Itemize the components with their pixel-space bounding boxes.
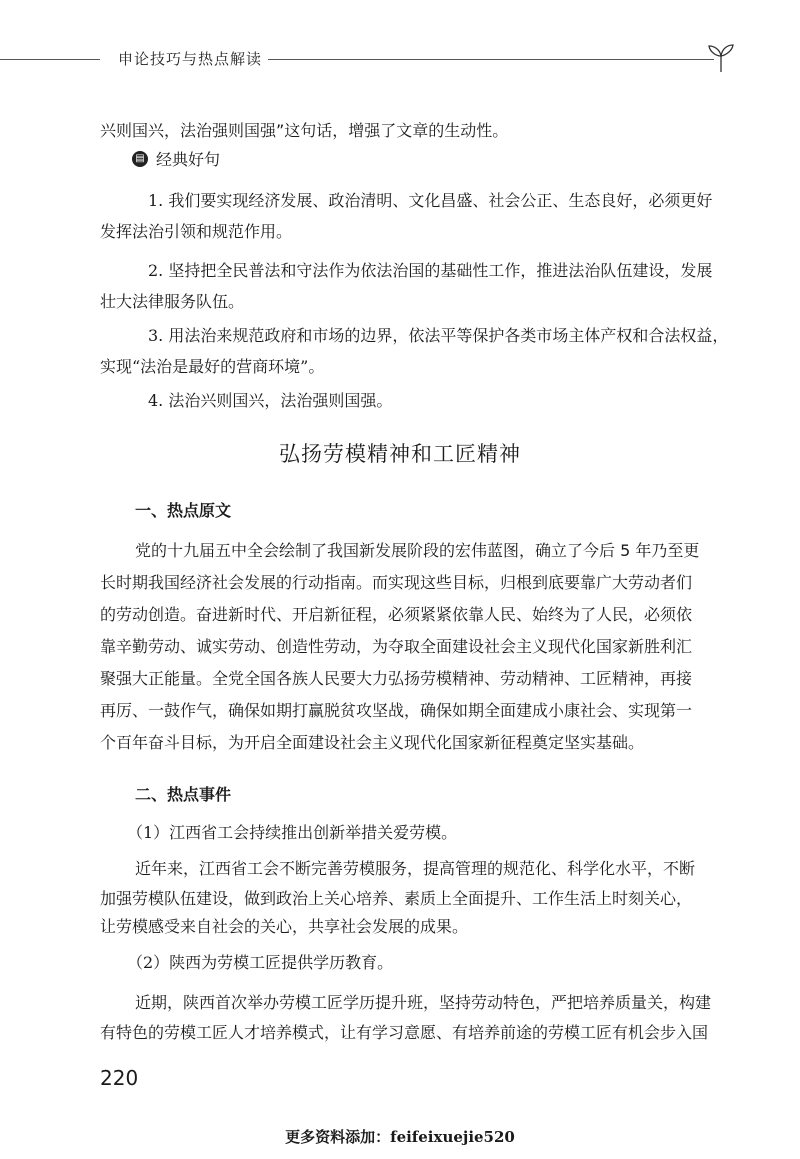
event2-line-2: 有特色的劳模工匠人才培养模式，让有学习意愿、有培养前途的劳模工匠有机会步入国 xyxy=(100,1023,709,1042)
event1-line-3: 让劳模感受来自社会的关心，共享社会发展的成果。 xyxy=(100,917,469,936)
section2-heading: 二、热点事件 xyxy=(135,785,232,804)
classic-sentence-4: 4. 法治兴则国兴，法治强则国强。 xyxy=(148,391,393,410)
classic-sentence-3-line-1: 3. 用法治来规范政府和市场的边界，依法平等保护各类市场主体产权和合法权益， xyxy=(148,326,729,345)
section1-line-5: 聚强大正能量。全党全国各族人民要大力弘扬劳模精神、劳动精神、工匠精神，再接 xyxy=(100,669,693,688)
running-header-title: 申论技巧与热点解读 xyxy=(118,50,263,68)
header-rule-left xyxy=(0,59,100,60)
classic-sentences-label-row xyxy=(132,147,220,170)
classic-sentence-1-line-1: 1. 我们要实现经济发展、政治清明、文化昌盛、社会公正、生态良好，必须更好 xyxy=(148,191,713,210)
section1-line-6: 再厉、一鼓作气，确保如期打赢脱贫攻坚战，确保如期全面建成小康社会、实现第一 xyxy=(100,701,693,720)
header-rule-right xyxy=(268,59,714,60)
section1-line-4: 靠辛勤劳动、诚实劳动、创造性劳动，为夺取全面建设社会主义现代化国家新胜利汇 xyxy=(100,637,693,656)
classic-sentence-2-line-1: 2. 坚持把全民普法和守法作为依法治国的基础性工作，推进法治队伍建设，发展 xyxy=(148,261,713,280)
event1-line-1: 近年来，江西省工会不断完善劳模服务，提高管理的规范化、科学化水平，不断 xyxy=(135,859,696,878)
classic-sentence-1-line-2: 发挥法治引领和规范作用。 xyxy=(100,222,293,241)
event2-line-1: 近期，陕西首次举办劳模工匠学历提升班，坚持劳动特色，严把培养质量关，构建 xyxy=(135,993,712,1012)
classic-sentence-2-line-2: 壮大法律服务队伍。 xyxy=(100,292,245,311)
page-number: 220 xyxy=(100,1066,139,1090)
section1-heading: 一、热点原文 xyxy=(135,501,232,520)
event1-title: （1）江西省工会持续推出创新举措关爱劳模。 xyxy=(127,823,458,842)
event1-line-2: 加强劳模队伍建设，做到政治上关心培养、素质上全面提升、工作生活上时刻关心， xyxy=(100,889,693,908)
event2-title: （2）陕西为劳模工匠提供学历教育。 xyxy=(127,953,394,972)
section1-line-1: 党的十九届五中全会绘制了我国新发展阶段的宏伟蓝图，确立了今后 5 年乃至更 xyxy=(135,541,700,560)
book-icon: ▤ xyxy=(132,151,148,167)
footer-note: 更多资料添加：feifeixuejie520 xyxy=(285,1128,515,1146)
intro-continuation: 兴则国兴，法治强则国强”这句话，增强了文章的生动性。 xyxy=(100,121,509,140)
section1-line-2: 长时期我国经济社会发展的行动指南。而实现这些目标，归根到底要靠广大劳动者们 xyxy=(100,573,693,592)
section1-line-3: 的劳动创造。奋进新时代、开启新征程，必须紧紧依靠人民、始终为了人民，必须依 xyxy=(100,605,693,624)
article-title: 弘扬劳模精神和工匠精神 xyxy=(279,442,521,466)
classic-sentences-label: 经典好句 xyxy=(156,150,221,169)
classic-sentence-3-line-2: 实现“法治是最好的营商环境”。 xyxy=(100,357,325,376)
sprout-icon xyxy=(704,42,738,76)
section1-line-7: 个百年奋斗目标，为开启全面建设社会主义现代化国家新征程奠定坚实基础。 xyxy=(100,733,645,752)
